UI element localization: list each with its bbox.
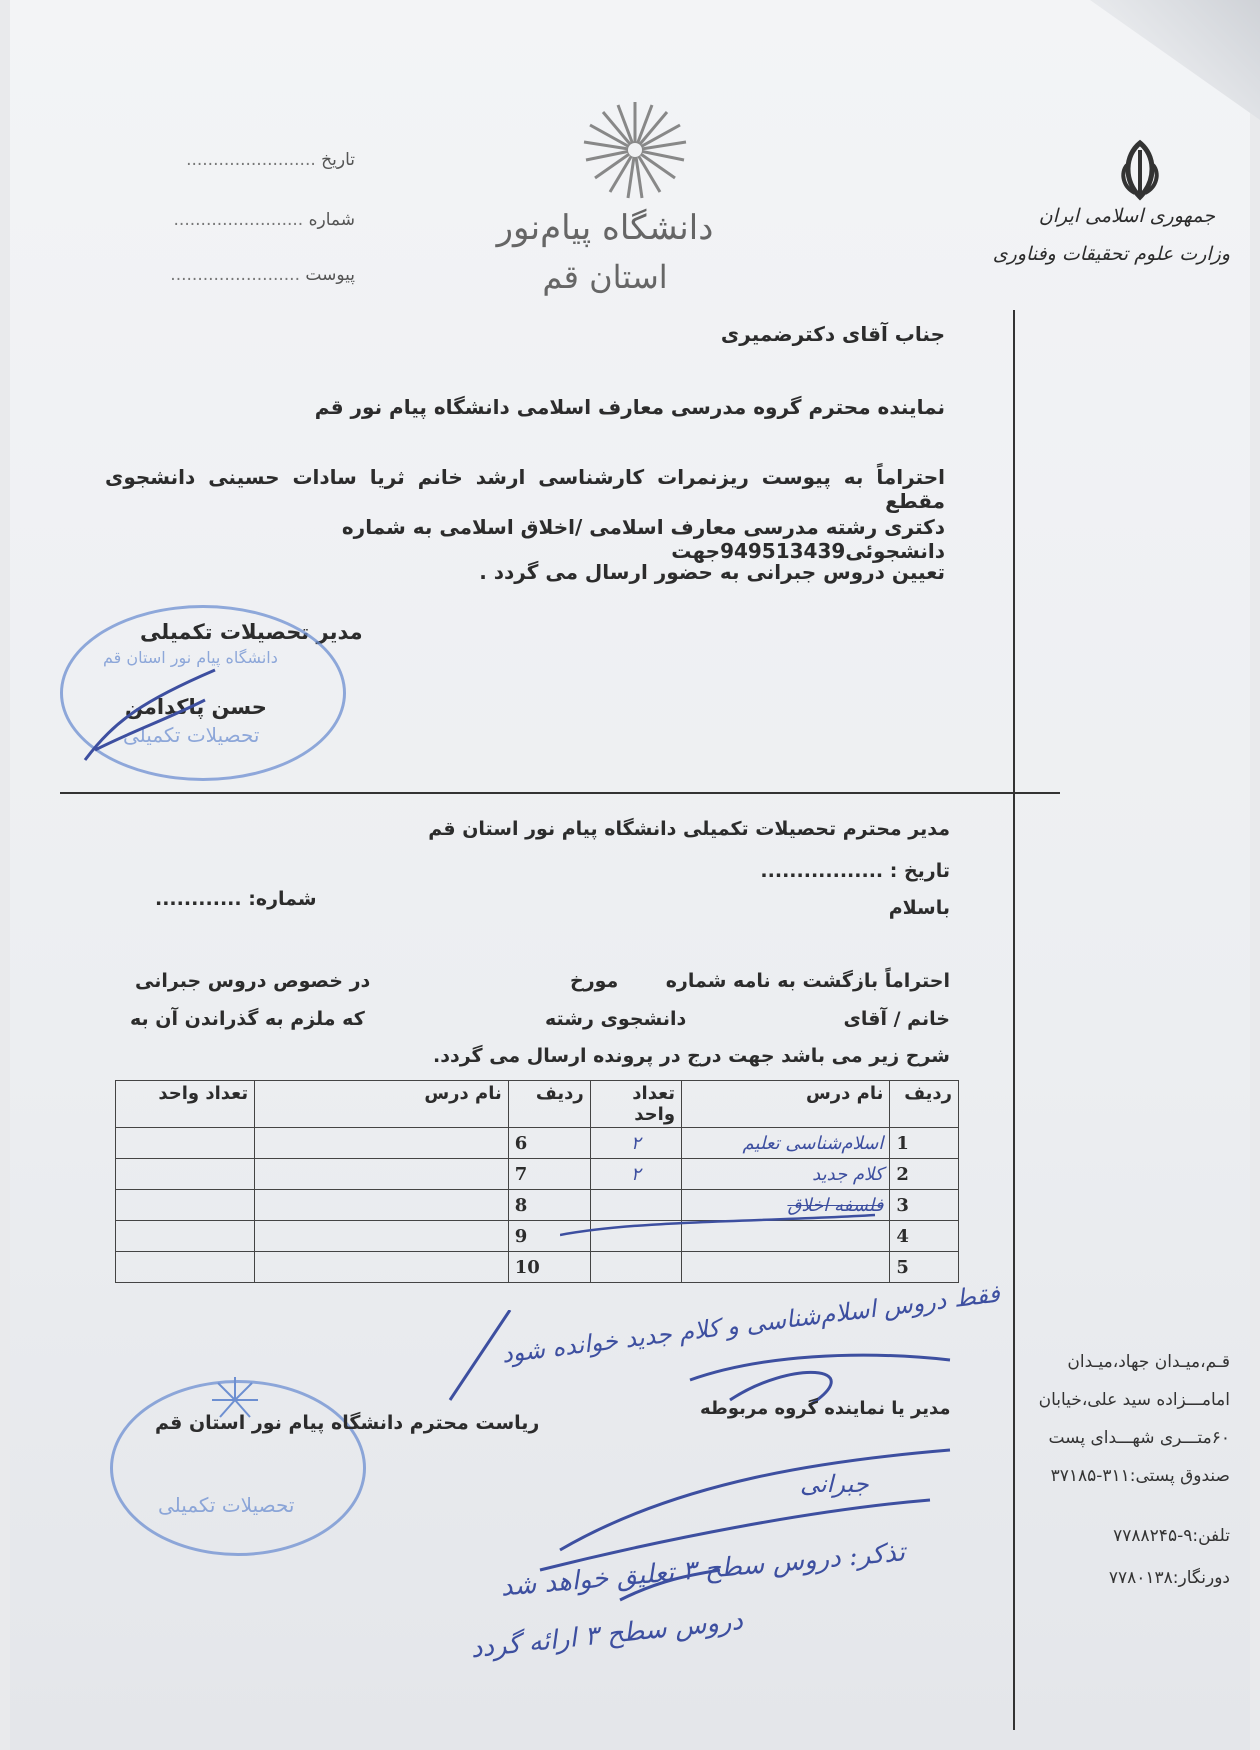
letter2-date-dots: ................. [760, 860, 884, 882]
course-name [255, 1252, 509, 1283]
signature-name: حسن پاکدامن [125, 695, 267, 719]
course-units [590, 1252, 681, 1283]
row-no: 6 [508, 1128, 590, 1159]
postal-box: صندوق پستی:۳۱۱-۳۷۱۸۵ [1050, 1466, 1230, 1486]
letter1-body-line1: احتراماً به پیوست ریزنمرات کارشناسی ارشد خانم ثریا سادات حسینی دانشجوی مقطع [105, 465, 945, 513]
course-name [255, 1128, 509, 1159]
header-row-no-right: ردیف [890, 1081, 959, 1128]
handwritten-note-2: جبرانی [800, 1470, 869, 1498]
letter2-greeting: باسلام [888, 897, 950, 919]
letter1-addressee-role: نماینده محترم گروه مدرسی معارف اسلامی دانشگاه پیام نور قم [314, 395, 945, 419]
letter2-line2-c: که ملزم به گذراندن آن به [130, 1008, 365, 1030]
row-no: 8 [508, 1190, 590, 1221]
course-name: اسلام‌شناسی تعلیم [682, 1128, 890, 1159]
date-field [115, 150, 355, 170]
row-no: 9 [508, 1221, 590, 1252]
course-units: ۲ [590, 1159, 681, 1190]
date-label: تاریخ [321, 150, 355, 170]
footer-address [990, 1352, 1230, 1588]
letter2-line3: شرح زیر می باشد جهت درج در پرونده ارسال می گردد. [433, 1045, 950, 1067]
address-line-2: امامـــزاده سید علی،خیابان [1038, 1390, 1230, 1410]
letter1-body-line3: تعیین دروس جبرانی به حضور ارسال می گردد . [479, 560, 945, 584]
letter1-body-line2: دکتری رشته مدرسی معارف اسلامی /اخلاق اسلامی به شماره دانشجوئی949513439جهت [341, 515, 945, 563]
course-name [255, 1221, 509, 1252]
phone-number: تلفن:۹-۷۷۸۸۲۴۵ [1113, 1526, 1230, 1546]
course-name: فلسفه اخلاق [682, 1190, 890, 1221]
section-divider [60, 792, 1060, 794]
letter2-line2-a: خانم / آقای [843, 1008, 950, 1030]
header-units-left: تعداد واحد [116, 1081, 255, 1128]
letter2-line1-c: در خصوص دروس جبرانی [135, 970, 371, 992]
letter1-addressee: جناب آقای دکترضمیری [720, 322, 945, 346]
header-course-left: نام درس [255, 1081, 509, 1128]
table-row [116, 1252, 959, 1283]
course-units [116, 1190, 255, 1221]
president-label: ریاست محترم دانشگاه پیام نور استان قم [155, 1412, 540, 1434]
ministry-line2: وزارت علوم تحقیقات وفناوری [992, 243, 1230, 265]
course-name: کلام جدید [682, 1159, 890, 1190]
fax-number: دورنگار:۷۷۸۰۱۳۸ [1108, 1568, 1230, 1588]
group-rep-label: مدیر یا نماینده گروه مربوطه [700, 1398, 951, 1419]
course-units [116, 1159, 255, 1190]
letter2-number [155, 888, 317, 910]
stamp1-text1: دانشگاه پیام نور استان قم [103, 648, 278, 667]
number-field [110, 210, 355, 230]
header-row-no-left: ردیف [508, 1081, 590, 1128]
signature-title: مدیر تحصیلات تکمیلی [140, 620, 363, 644]
attachment-dots: ........................ [170, 265, 300, 285]
university-logo-icon [580, 100, 690, 200]
course-units [116, 1128, 255, 1159]
ministry-line1: جمهوری اسلامی ایران [1038, 205, 1215, 227]
course-units: ۲ [590, 1128, 681, 1159]
row-no: 3 [890, 1190, 959, 1221]
address-line-1: قـم،میـدان جهاد،میـدان [1067, 1352, 1230, 1372]
course-name [255, 1190, 509, 1221]
table-row [116, 1159, 959, 1190]
iran-emblem-icon [1105, 135, 1175, 205]
province-name: استان قم [542, 258, 668, 296]
course-name [682, 1252, 890, 1283]
address-line-3: ۶۰متـــری شهـــدای پست [1048, 1428, 1230, 1448]
table-row [116, 1128, 959, 1159]
row-no: 2 [890, 1159, 959, 1190]
letter2-number-label: شماره: [248, 888, 317, 910]
signature-scribble [75, 660, 235, 770]
letter2-line1-a: احتراماً بازگشت به نامه شماره [665, 970, 950, 992]
letter2-date-label: تاریخ : [889, 860, 950, 882]
letter2-date [760, 860, 950, 882]
row-no: 5 [890, 1252, 959, 1283]
number-dots: ........................ [173, 210, 304, 230]
row-no: 7 [508, 1159, 590, 1190]
date-dots: ........................ [186, 150, 316, 170]
course-name [255, 1159, 509, 1190]
stamp2-text: تحصیلات تکمیلی [158, 1493, 295, 1517]
handwritten-note-1: فقط دروس اسلام‌شناسی و کلام جدید خوانده شود [500, 1279, 1002, 1369]
letter2-addressee: مدیر محترم تحصیلات تکمیلی دانشگاه پیام نور استان قم [428, 818, 950, 840]
header-units-right: تعداد واحد [590, 1081, 681, 1128]
handwritten-note-4: دروس سطح ۳ ارائه گردد [469, 1605, 745, 1665]
handwritten-note-3: تذکر: دروس سطح ۳ تعلیق خواهد شد [499, 1537, 907, 1603]
letter2-line2-b: دانشجوی رشته [545, 1008, 687, 1030]
course-units [116, 1221, 255, 1252]
stamp1-text2: تحصیلات تکمیلی [123, 723, 260, 747]
table-header-row [116, 1081, 959, 1128]
letter2-line1-b: مورخ [570, 970, 619, 992]
row-no: 10 [508, 1252, 590, 1283]
university-name: دانشگاه پیام‌نور [496, 208, 714, 248]
course-units [116, 1252, 255, 1283]
row-no: 1 [890, 1128, 959, 1159]
row-no: 4 [890, 1221, 959, 1252]
header-course-right: نام درس [682, 1081, 890, 1128]
letter2-number-dots: ............ [155, 888, 242, 910]
attachment-field [110, 265, 355, 285]
strike-through-line [560, 1210, 880, 1240]
attachment-label: پیوست [305, 265, 355, 285]
compensatory-courses-table [115, 1080, 959, 1283]
number-label: شماره [308, 210, 355, 230]
